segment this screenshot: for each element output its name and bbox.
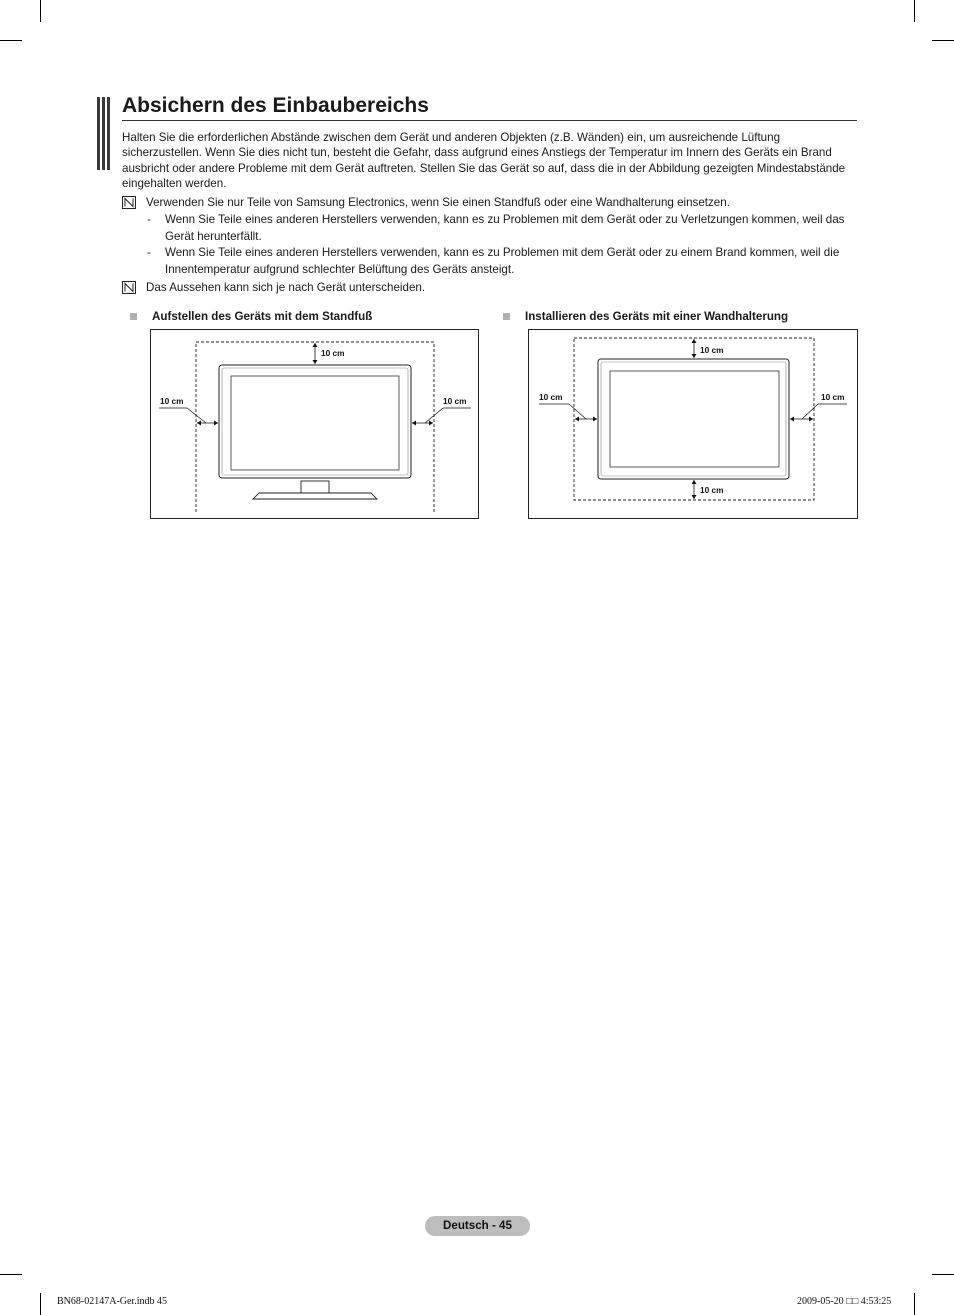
crop-mark	[40, 0, 41, 22]
tv-screen	[598, 359, 789, 479]
label-clearance-top: 10 cm	[321, 348, 345, 358]
list-item-text: Wenn Sie Teile eines anderen Herstellers verwenden, kann es zu Problemen mit dem Gerät oder zu einem Brand kommen, weil die Innentemperatur aufgrund schlechter Belüftung des Geräts ansteigt.	[165, 246, 840, 276]
label-clearance-right: 10 cm	[821, 392, 845, 402]
arrow-left	[159, 408, 218, 426]
wallmount-diagram	[529, 330, 857, 518]
list-item-text: Wenn Sie Teile eines anderen Herstellers verwenden, kann es zu Problemen mit dem Gerät oder zu Verletzungen kommen, weil das Gerät herunterfällt.	[165, 213, 845, 243]
arrow-top	[692, 339, 697, 358]
bullet-dash: -	[147, 246, 151, 259]
bullet-dash: -	[147, 213, 151, 226]
arrow-right	[412, 408, 471, 426]
tv-screen	[219, 365, 411, 478]
crop-mark	[0, 1274, 22, 1275]
label-clearance-left: 10 cm	[160, 396, 184, 406]
note-text: Verwenden Sie nur Teile von Samsung Electronics, wenn Sie einen Standfuß oder eine Wandhalterung einsetzen.	[146, 196, 730, 209]
label-clearance-left: 10 cm	[539, 392, 563, 402]
note-icon	[122, 196, 136, 209]
label-clearance-right: 10 cm	[443, 396, 467, 406]
footer-date-slug: 2009-05-20 □□ 4:53:25	[797, 1296, 892, 1307]
crop-mark	[932, 40, 954, 41]
figure-stand-clearance	[150, 329, 479, 519]
page-title: Absichern des Einbaubereichs	[122, 94, 857, 121]
crop-mark	[0, 40, 22, 41]
arrow-bottom	[692, 480, 697, 499]
label-clearance-bottom: 10 cm	[700, 485, 724, 495]
stand-diagram	[151, 330, 478, 518]
bullet-square	[503, 313, 510, 320]
intro-paragraph: Halten Sie die erforderlichen Abstände zwischen dem Gerät und anderen Objekten (z.B. Wänden) ein, um ausreichende Lüftung sicherzustellen. Wenn Sie dies nicht tun, besteht die Gefahr, dass aufgrund eines Anstiegs der Temperatur im Innern des Geräts ein Brand ausbricht oder andere Probleme mit dem Gerät auftreten. Stellen Sie das Gerät so auf, dass die in der Abbildung gezeigten Mindestabstände eingehalten werden.	[122, 131, 846, 190]
tv-stand	[253, 481, 377, 499]
arrow-left	[539, 404, 597, 422]
arrow-right	[790, 404, 847, 422]
bullet-square	[130, 313, 137, 320]
label-clearance-top: 10 cm	[700, 345, 724, 355]
footer-file-slug: BN68-02147A-Ger.indb 45	[57, 1296, 167, 1307]
note-icon	[122, 281, 136, 294]
arrow-top	[313, 343, 318, 364]
section-marker	[97, 97, 111, 170]
figure-wallmount-clearance	[528, 329, 858, 519]
page-number-badge: Deutsch - 45	[425, 1216, 530, 1236]
note-text: Das Aussehen kann sich je nach Gerät unterscheiden.	[146, 281, 426, 294]
crop-mark	[40, 1293, 41, 1315]
crop-mark	[932, 1274, 954, 1275]
crop-mark	[914, 1293, 915, 1315]
crop-mark	[914, 0, 915, 22]
